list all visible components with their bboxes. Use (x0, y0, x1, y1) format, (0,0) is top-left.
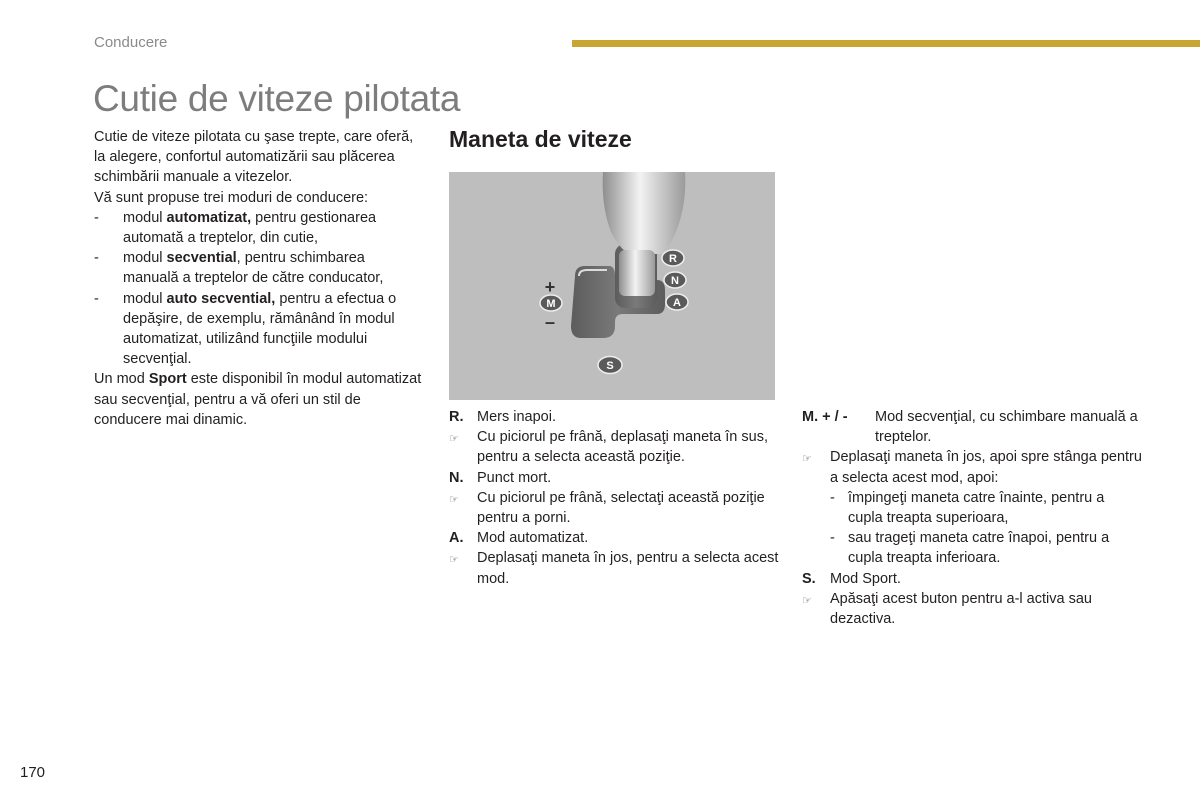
minus-sign: – (544, 312, 556, 332)
intro-column (94, 127, 424, 430)
pointer-hand-icon: ☞ (449, 433, 459, 446)
pointer-hand-icon: ☞ (802, 594, 812, 607)
page-title: Cutie de viteze pilotata (93, 78, 461, 119)
plus-sign: + (544, 277, 556, 297)
header-section-label: Conducere (94, 34, 168, 51)
gear-position-m-icon (540, 295, 562, 311)
position-r-instruction: ☞ Cu piciorul pe frână, deplasaţi maneta în sus, pentru a selecta această poziţie. (449, 427, 779, 467)
intro-paragraph: Cutie de viteze pilotata cu şase trepte, care oferă, la alegere, confortul automatizării sau plăcerea schimbării manuale a vitezelor. (94, 129, 414, 186)
position-r-row: R. Mers inapoi. (449, 409, 556, 425)
gear-position-n-icon (664, 272, 686, 288)
sport-paragraph: Un mod Sport este disponibil în modul automatizat sau secvenţial, pentru a vă oferi un stil de conducere mai dinamic. (94, 371, 422, 428)
position-a-row: A. Mod automatizat. (449, 530, 589, 547)
pointer-hand-icon: ☞ (449, 554, 459, 567)
mode-item-automatizat: - modul automatizat, pentru gestionarea automată a treptelor, din cutie, (94, 209, 377, 247)
position-n-instruction: ☞ Cu piciorul pe frână, selectaţi această poziţie pentru a porni. (449, 488, 779, 528)
gear-lever-shaft (619, 250, 655, 296)
mode-item-secvential: - modul secvential, pentru schimbarea manuală a treptelor de către conducator, (94, 250, 384, 287)
svg-text:R: R (669, 253, 677, 265)
modes-column (802, 407, 1142, 629)
page-number: 170 (20, 764, 46, 781)
position-n-row: N. Punct mort. (449, 469, 552, 486)
svg-text:A: A (673, 297, 681, 309)
svg-text:S: S (606, 360, 614, 372)
mode-item-auto-secvential: - modul auto secvential, pentru a efectua o depăşire, de exemplu, rămânând în modul automatizat, utilizând funcţiile modului secvenţial. (94, 290, 397, 368)
position-m-sub-push: - împingeţi maneta catre înainte, pentru a cupla treapta superioara, (830, 489, 1105, 527)
svg-text:M: M (546, 298, 556, 310)
pointer-hand-icon: ☞ (802, 453, 812, 466)
position-m-sub-pull: - sau trageţi maneta catre înapoi, pentru a cupla treapta inferioara. (830, 530, 1110, 567)
modes-intro: Vă sunt propuse trei moduri de conducere: (94, 189, 369, 206)
position-m-row: M. + / - Mod secvenţial, cu schimbare manuală a treptelor. (802, 409, 1138, 446)
position-m-instruction: ☞ Deplasaţi maneta în jos, apoi spre stânga pentru a selecta acest mod, apoi: (802, 447, 1142, 487)
gear-position-r-icon (662, 250, 684, 266)
header-rule (572, 40, 1200, 47)
position-s-instruction: ☞ Apăsaţi acest buton pentru a-l activa sau dezactiva. (802, 589, 1142, 629)
section-heading: Maneta de viteze (449, 126, 632, 152)
position-a-instruction: ☞ Deplasaţi maneta în jos, pentru a selecta acest mod. (449, 548, 779, 588)
positions-column (449, 407, 779, 589)
position-s-row: S. Mod Sport. (802, 570, 901, 587)
gear-position-a-icon (666, 294, 688, 310)
sport-button-icon (598, 357, 622, 374)
gear-lever-illustration (449, 172, 775, 400)
pointer-hand-icon: ☞ (449, 493, 459, 506)
svg-text:N: N (671, 275, 679, 287)
